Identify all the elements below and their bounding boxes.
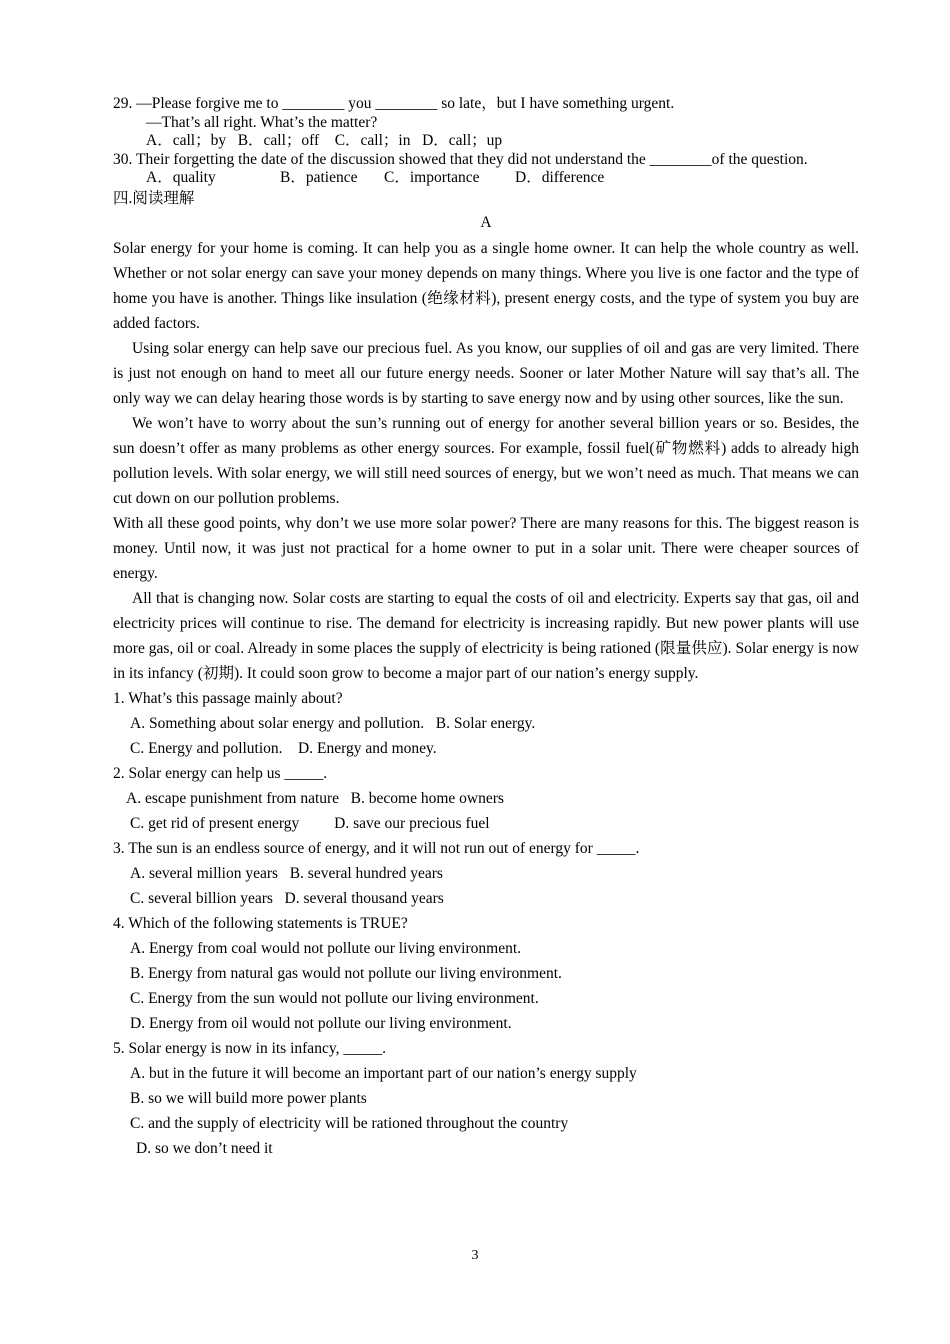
option-a: A．quality: [146, 169, 216, 186]
option-line: A. but in the future it will become an important part of our nation’s energy supply: [130, 1064, 637, 1082]
question-2: [113, 761, 859, 836]
question-30-stem: 30. Their forgetting the date of the discussion showed that they did not understand the ________of the question.: [113, 150, 808, 168]
paragraph-5: All that is changing now. Solar costs are starting to equal the costs of oil and electricity. Experts say that gas, oil and electricity prices will continue to rise. The demand for electricity is increasing rapidly. But new power plants will use more gas, oil or coal. Already in some places the supply of electricity is being rationed (限量供应). Solar energy is now in its infancy (初期). It could soon grow to become a major part of our nation’s energy supply.: [113, 589, 859, 682]
option-line: C. get rid of present energy D. save our precious fuel: [130, 814, 490, 832]
option-b: B．patience: [280, 169, 358, 186]
question-5: [113, 1036, 859, 1161]
question-stem: 2. Solar energy can help us _____.: [113, 764, 328, 782]
option-line: C. several billion years D. several thousand years: [130, 889, 444, 907]
option-line: C. Energy from the sun would not pollute our living environment.: [130, 989, 539, 1007]
option-line: D. Energy from oil would not pollute our living environment.: [130, 1014, 512, 1032]
option-c: C．importance: [384, 169, 480, 186]
page-number: 3: [471, 1248, 479, 1263]
option-line: A. Energy from coal would not pollute our living environment.: [130, 939, 522, 957]
option-d: D．difference: [515, 169, 605, 186]
option-line: C. Energy and pollution. D. Energy and money.: [130, 739, 437, 757]
option-line: D. so we don’t need it: [136, 1139, 273, 1157]
passage: [113, 236, 859, 686]
question-4: [113, 911, 859, 1036]
question-stem: 4. Which of the following statements is TRUE?: [113, 914, 408, 932]
question-30-options: [113, 169, 859, 188]
question-29-options: A．call；by B．call；off C．call；in D．call；up: [146, 132, 503, 149]
option-line: A. escape punishment from nature B. become home owners: [126, 789, 504, 807]
option-line: C. and the supply of electricity will be rationed throughout the country: [130, 1114, 569, 1132]
question-3: [113, 836, 859, 911]
question-29: [113, 95, 859, 151]
paragraph-4: With all these good points, why don’t we use more solar power? There are many reasons for this. The biggest reason is money. Until now, it was just not practical for a home owner to put in a solar unit. There were cheaper sources of energy.: [113, 514, 859, 582]
document-page: [113, 95, 859, 1161]
question-1: [113, 686, 859, 761]
question-stem: 1. What’s this passage mainly about?: [113, 689, 343, 707]
question-29-stem: 29. —Please forgive me to ________ you ________ so late，but I have something urgent.: [113, 95, 675, 112]
question-29-reply: —That’s all right. What’s the matter?: [146, 113, 378, 131]
paragraph-3: We won’t have to worry about the sun’s running out of energy for another several billion years or so. Besides, the sun doesn’t offer as many problems as other energy sources. For example, fossil fuel(矿物燃料) adds to already high pollution levels. With solar energy, we will still need sources of energy, but we won’t need as much. That means we can cut down on our pollution problems.: [113, 414, 859, 507]
option-line: B. Energy from natural gas would not pollute our living environment.: [130, 964, 562, 982]
option-line: A. several million years B. several hundred years: [130, 864, 443, 882]
paragraph-1: Solar energy for your home is coming. It can help you as a single home owner. It can help the whole country as well. Whether or not solar energy can save your money depends on many things. Where you live is one factor and the type of home you have is another. Things like insulation (绝缘材料), present energy costs, and the type of system you buy are added factors.: [113, 239, 859, 332]
section-title: 四.阅读理解: [113, 189, 195, 207]
option-line: A. Something about solar energy and pollution. B. Solar energy.: [130, 714, 536, 732]
paragraph-2: Using solar energy can help save our precious fuel. As you know, our supplies of oil and gas are very limited. There is just not enough on hand to meet all our future energy needs. Sooner or later Mother Nature will say that’s all. The only way we can delay hearing those words is by starting to save energy now and by using other sources, like the sun.: [113, 339, 859, 407]
question-stem: 3. The sun is an endless source of energy, and it will not run out of energy for _____.: [113, 839, 640, 857]
passage-label: A: [480, 213, 492, 231]
question-stem: 5. Solar energy is now in its infancy, _____.: [113, 1039, 386, 1057]
option-line: B. so we will build more power plants: [130, 1089, 367, 1107]
question-30: [113, 151, 859, 188]
